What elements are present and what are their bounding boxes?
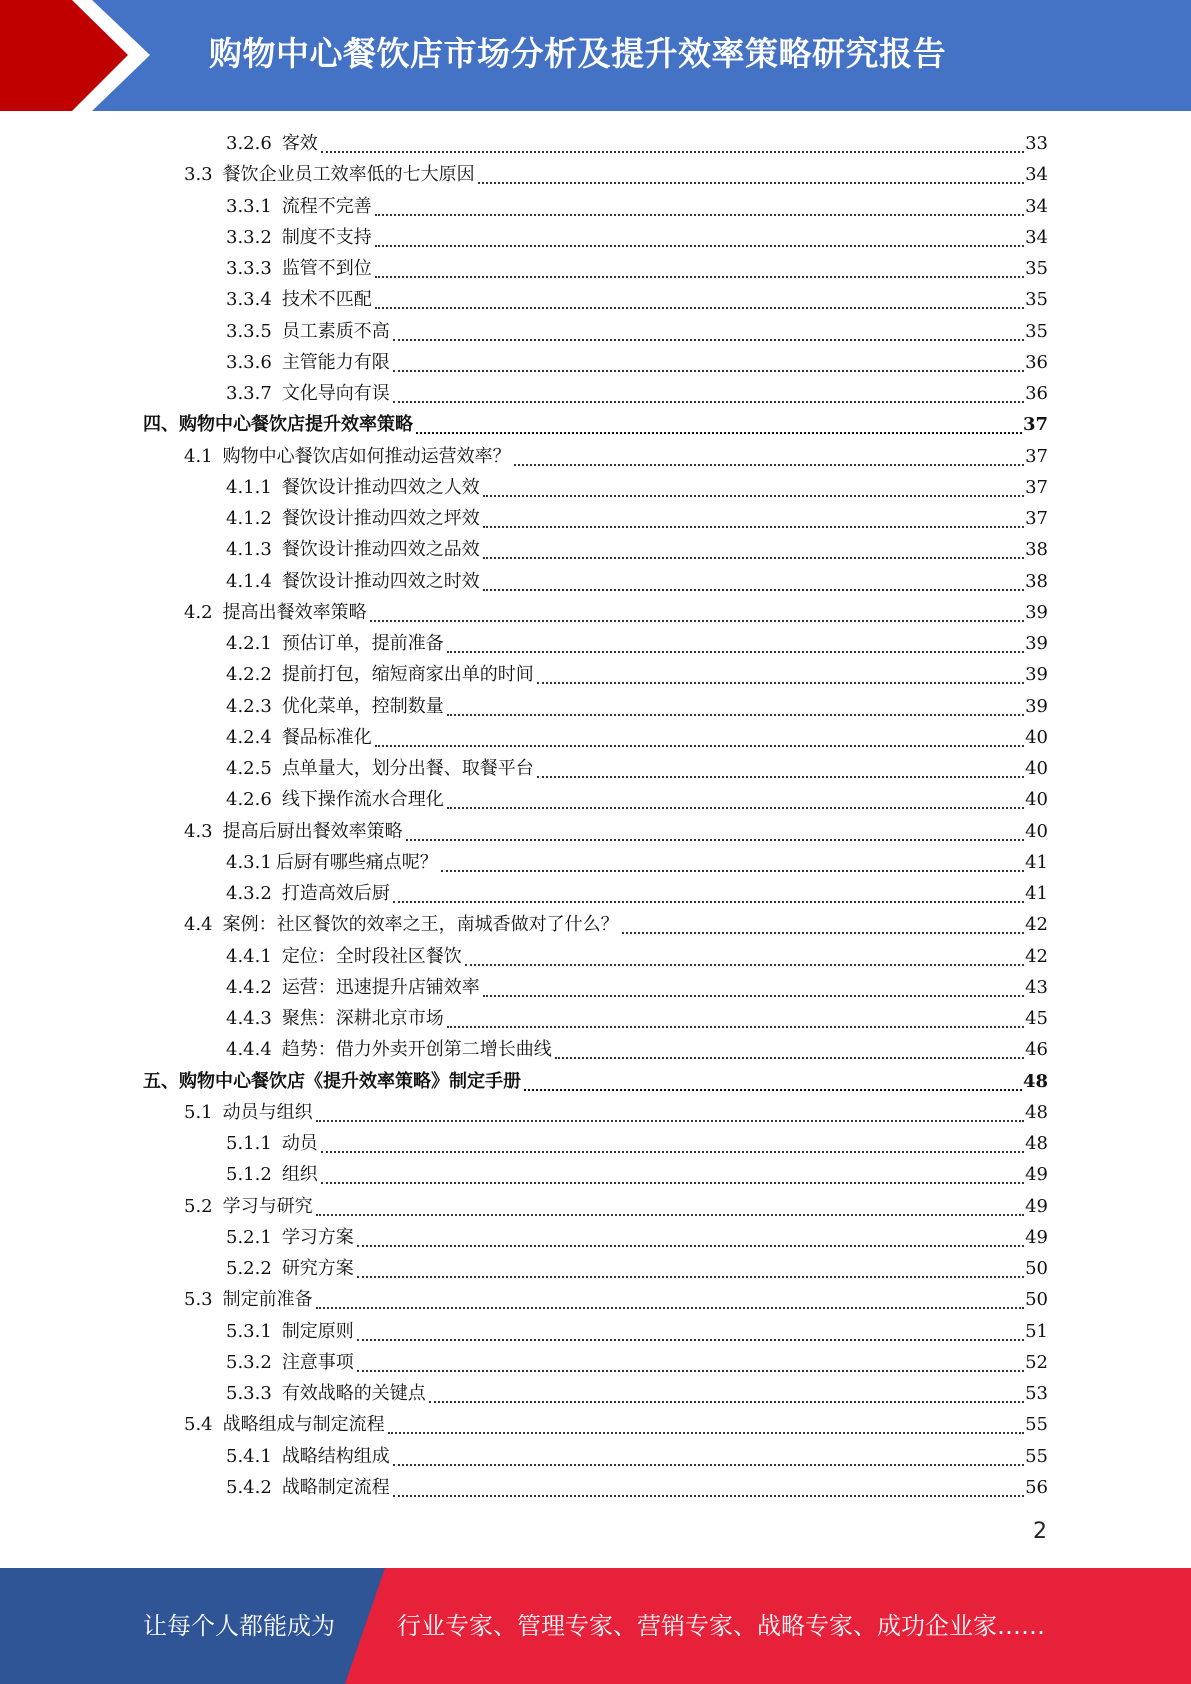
toc-entry[interactable] — [226, 691, 1048, 722]
toc-entry-title: 战略制定流程 — [281, 1477, 390, 1498]
toc-entry-title: 餐饮设计推动四效之品效 — [281, 539, 480, 560]
toc-entry-number: 4.2.5 — [226, 758, 272, 779]
toc-entry-title: 学习与研究 — [222, 1196, 313, 1217]
toc-dot-leader — [483, 557, 1024, 559]
toc-entry-title: 提前打包，缩短商家出单的时间 — [281, 664, 534, 685]
toc-entry[interactable] — [226, 972, 1048, 1003]
toc-entry-page: 34 — [1025, 164, 1048, 185]
toc-entry-title: 点单量大，划分出餐、取餐平台 — [281, 758, 534, 779]
toc-dot-leader — [555, 1057, 1024, 1059]
toc-dot-leader — [316, 1120, 1024, 1122]
toc-entry[interactable] — [226, 878, 1048, 909]
toc-entry-title: 制定前准备 — [222, 1289, 313, 1310]
toc-dot-leader — [447, 807, 1024, 809]
toc-entry-title: 研究方案 — [281, 1258, 354, 1279]
toc-entry-page: 48 — [1025, 1102, 1048, 1123]
toc-dot-leader — [393, 1495, 1024, 1497]
toc-entry[interactable] — [184, 1409, 1048, 1440]
toc-dot-leader — [321, 1182, 1024, 1184]
toc-entry-title: 提高后厨出餐效率策略 — [222, 821, 403, 842]
toc-entry-number: 4.1.1 — [226, 477, 272, 498]
toc-entry-page: 37 — [1025, 477, 1048, 498]
toc-entry[interactable] — [226, 1222, 1048, 1253]
toc-dot-leader — [483, 995, 1024, 997]
toc-entry-number: 5.4.1 — [226, 1446, 272, 1467]
toc-entry-page: 49 — [1025, 1227, 1048, 1248]
toc-dot-leader — [321, 151, 1024, 153]
toc-entry[interactable] — [226, 284, 1048, 315]
toc-entry-number: 5.3 — [184, 1289, 213, 1310]
toc-entry-title: 流程不完善 — [281, 196, 372, 217]
toc-entry[interactable] — [184, 597, 1048, 628]
toc-dot-leader — [537, 776, 1024, 778]
toc-entry-title: 运营：迅速提升店铺效率 — [281, 977, 480, 998]
toc-entry[interactable] — [226, 378, 1048, 409]
toc-entry-page: 42 — [1025, 914, 1048, 935]
toc-dot-leader — [478, 182, 1024, 184]
toc-entry-title: 注意事项 — [281, 1352, 354, 1373]
toc-entry-number: 5.1 — [184, 1102, 213, 1123]
toc-entry-number: 4.4.3 — [226, 1008, 272, 1029]
toc-dot-leader — [483, 526, 1024, 528]
toc-entry-title: 战略结构组成 — [281, 1446, 390, 1467]
toc-entry-title: 组织 — [281, 1164, 318, 1185]
toc-entry-page: 56 — [1025, 1477, 1048, 1498]
toc-entry-page: 34 — [1025, 196, 1048, 217]
toc-entry-page: 40 — [1025, 821, 1048, 842]
toc-entry-number: 5.3.2 — [226, 1352, 272, 1373]
header-chevron-decoration — [0, 0, 150, 111]
toc-entry-number: 5.3.1 — [226, 1321, 272, 1342]
toc-entry-page: 48 — [1022, 1071, 1048, 1092]
toc-entry-title: 案例：社区餐饮的效率之王，南城香做对了什么？ — [222, 914, 619, 935]
toc-entry-title: 四、购物中心餐饮店提升效率策略 — [143, 414, 413, 435]
toc-entry[interactable] — [226, 347, 1048, 378]
toc-entry[interactable] — [226, 1378, 1048, 1409]
toc-dot-leader — [622, 932, 1024, 934]
toc-entry-page: 34 — [1025, 227, 1048, 248]
toc-entry-page: 33 — [1025, 133, 1048, 154]
toc-entry-number: 3.3.5 — [226, 321, 272, 342]
toc-entry-title: 五、购物中心餐饮店《提升效率策略》制定手册 — [143, 1071, 521, 1092]
toc-entry-page: 38 — [1025, 571, 1048, 592]
toc-dot-leader — [483, 495, 1024, 497]
toc-entry-page: 39 — [1025, 664, 1048, 685]
toc-entry-number: 5.1.1 — [226, 1133, 272, 1154]
toc-entry-page: 35 — [1025, 321, 1048, 342]
toc-entry-title: 主管能力有限 — [281, 352, 390, 373]
toc-entry-number: 4.2.4 — [226, 727, 272, 748]
toc-entry-page: 53 — [1025, 1383, 1048, 1404]
toc-entry[interactable] — [226, 1003, 1048, 1034]
toc-dot-leader — [537, 682, 1024, 684]
toc-dot-leader — [406, 839, 1024, 841]
toc-entry-number: 4.1.4 — [226, 571, 272, 592]
toc-dot-leader — [393, 370, 1024, 372]
toc-entry-page: 41 — [1025, 852, 1048, 873]
toc-entry-page: 50 — [1025, 1289, 1048, 1310]
toc-entry[interactable] — [184, 1284, 1048, 1315]
toc-entry[interactable] — [226, 753, 1048, 784]
toc-dot-leader — [321, 1151, 1024, 1153]
toc-entry-number: 4.4.4 — [226, 1039, 272, 1060]
toc-entry-title: 监管不到位 — [281, 258, 372, 279]
footer-band — [0, 1568, 1191, 1684]
toc-entry-page: 51 — [1025, 1321, 1048, 1342]
toc-entry-number: 3.3.6 — [226, 352, 272, 373]
toc-dot-leader — [393, 401, 1024, 403]
toc-entry-title: 餐饮企业员工效率低的七大原因 — [222, 164, 475, 185]
toc-entry[interactable] — [226, 534, 1048, 565]
toc-entry[interactable] — [184, 909, 1048, 940]
toc-dot-leader — [465, 964, 1024, 966]
toc-dot-leader — [524, 1089, 1022, 1091]
toc-dot-leader — [375, 745, 1024, 747]
toc-entry-number: 4.4 — [184, 914, 213, 935]
toc-entry-title: 聚焦：深耕北京市场 — [281, 1008, 444, 1029]
toc-entry-number: 3.3.2 — [226, 227, 272, 248]
toc-dot-leader — [416, 432, 1022, 434]
toc-dot-leader — [375, 276, 1024, 278]
toc-entry-number: 4.2.6 — [226, 789, 272, 810]
toc-dot-leader — [447, 714, 1024, 716]
toc-entry-number: 4.1.3 — [226, 539, 272, 560]
toc-entry[interactable] — [226, 222, 1048, 253]
toc-entry-page: 42 — [1025, 946, 1048, 967]
toc-entry-number: 4.2.1 — [226, 633, 272, 654]
toc-entry-number: 4.4.2 — [226, 977, 272, 998]
toc-entry-title: 学习方案 — [281, 1227, 354, 1248]
toc-entry-page: 35 — [1025, 258, 1048, 279]
toc-dot-leader — [514, 464, 1024, 466]
toc-entry[interactable] — [226, 847, 1048, 878]
toc-entry-page: 37 — [1025, 508, 1048, 529]
toc-entry-page: 52 — [1025, 1352, 1048, 1373]
toc-entry-number: 5.2 — [184, 1196, 213, 1217]
toc-entry[interactable] — [226, 1159, 1048, 1190]
toc-entry-title: 趋势：借力外卖开创第二增长曲线 — [281, 1039, 552, 1060]
toc-entry-title: 制度不支持 — [281, 227, 372, 248]
toc-entry[interactable] — [226, 472, 1048, 503]
toc-entry[interactable] — [226, 1441, 1048, 1472]
toc-entry-number: 3.3.7 — [226, 383, 272, 404]
toc-entry-page: 43 — [1025, 977, 1048, 998]
toc-entry-number: 4.1.2 — [226, 508, 272, 529]
toc-entry-title: 餐品标准化 — [281, 727, 372, 748]
toc-entry-title: 定位：全时段社区餐饮 — [281, 946, 462, 967]
toc-dot-leader — [429, 1401, 1024, 1403]
toc-entry-number: 3.3.4 — [226, 289, 272, 310]
toc-entry-page: 49 — [1025, 1164, 1048, 1185]
toc-entry-page: 55 — [1025, 1414, 1048, 1435]
toc-entry-title: 文化导向有误 — [281, 383, 390, 404]
toc-entry-number: 4.3 — [184, 821, 213, 842]
toc-entry[interactable] — [226, 316, 1048, 347]
toc-entry-page: 45 — [1025, 1008, 1048, 1029]
toc-entry-number: 3.3.3 — [226, 258, 272, 279]
toc-entry-title: 打造高效后厨 — [281, 883, 390, 904]
toc-entry-title: 优化菜单，控制数量 — [281, 696, 444, 717]
toc-entry-number: 5.2.2 — [226, 1258, 272, 1279]
toc-entry-title: 有效战略的关键点 — [281, 1383, 426, 1404]
toc-entry-title: 餐饮设计推动四效之人效 — [281, 477, 480, 498]
toc-entry[interactable] — [184, 1097, 1048, 1128]
toc-entry-number: 3.2.6 — [226, 133, 272, 154]
toc-entry[interactable] — [143, 409, 1048, 440]
toc-entry-page: 48 — [1025, 1133, 1048, 1154]
toc-entry[interactable] — [226, 191, 1048, 222]
toc-entry-title: 餐饮设计推动四效之坪效 — [281, 508, 480, 529]
toc-entry-page: 40 — [1025, 727, 1048, 748]
toc-entry-title: 技术不匹配 — [281, 289, 372, 310]
toc-entry[interactable] — [226, 253, 1048, 284]
toc-entry[interactable] — [184, 816, 1048, 847]
toc-entry[interactable] — [226, 1128, 1048, 1159]
toc-entry-page: 37 — [1022, 414, 1048, 435]
toc-entry-number: 5.4 — [184, 1414, 213, 1435]
document-title: 购物中心餐饮店市场分析及提升效率策略研究报告 — [209, 34, 946, 73]
toc-entry[interactable] — [226, 503, 1048, 534]
toc-dot-leader — [357, 1245, 1024, 1247]
toc-entry-title: 动员与组织 — [222, 1102, 313, 1123]
toc-entry-page: 36 — [1025, 352, 1048, 373]
toc-entry-page: 35 — [1025, 289, 1048, 310]
toc-entry-page: 46 — [1025, 1039, 1048, 1060]
toc-dot-leader — [393, 901, 1024, 903]
toc-entry[interactable] — [226, 1253, 1048, 1284]
toc-entry-number: 4.2.2 — [226, 664, 272, 685]
toc-dot-leader — [441, 870, 1024, 872]
toc-entry-page: 40 — [1025, 758, 1048, 779]
toc-entry-title: 餐饮设计推动四效之时效 — [281, 571, 480, 592]
toc-entry[interactable] — [226, 628, 1048, 659]
toc-entry-page: 38 — [1025, 539, 1048, 560]
toc-entry-page: 39 — [1025, 602, 1048, 623]
toc-entry-number: 4.3.1 — [226, 852, 272, 873]
toc-dot-leader — [393, 1464, 1024, 1466]
toc-entry-page: 37 — [1025, 446, 1048, 467]
toc-entry-page: 50 — [1025, 1258, 1048, 1279]
toc-entry-page: 55 — [1025, 1446, 1048, 1467]
toc-dot-leader — [375, 245, 1024, 247]
toc-entry[interactable] — [226, 1034, 1048, 1065]
toc-entry-title: 战略组成与制定流程 — [222, 1414, 385, 1435]
toc-entry-page: 49 — [1025, 1196, 1048, 1217]
toc-entry[interactable] — [226, 1472, 1048, 1503]
toc-entry-number: 5.3.3 — [226, 1383, 272, 1404]
toc-dot-leader — [357, 1276, 1024, 1278]
toc-entry[interactable] — [226, 659, 1048, 690]
toc-dot-leader — [316, 1214, 1024, 1216]
toc-entry[interactable] — [226, 1347, 1048, 1378]
toc-entry-number: 4.3.2 — [226, 883, 272, 904]
toc-dot-leader — [388, 1432, 1024, 1434]
toc-entry-title: 客效 — [281, 133, 318, 154]
toc-entry-title: 购物中心餐饮店如何推动运营效率？ — [222, 446, 511, 467]
toc-entry[interactable] — [184, 441, 1048, 472]
toc-dot-leader — [393, 339, 1024, 341]
toc-entry-title: 线下操作流水合理化 — [281, 789, 444, 810]
toc-dot-leader — [375, 214, 1024, 216]
toc-entry[interactable] — [226, 941, 1048, 972]
toc-entry[interactable] — [226, 128, 1048, 159]
footer-slogan-left: 让每个人都能成为 — [143, 1612, 335, 1640]
toc-entry-number: 4.4.1 — [226, 946, 272, 967]
toc-entry[interactable] — [226, 722, 1048, 753]
toc-entry-page: 40 — [1025, 789, 1048, 810]
toc-entry-number: 5.4.2 — [226, 1477, 272, 1498]
toc-dot-leader — [375, 307, 1024, 309]
toc-dot-leader — [370, 620, 1024, 622]
page-number: 2 — [1033, 1519, 1047, 1544]
toc-entry-title: 制定原则 — [281, 1321, 354, 1342]
toc-entry-page: 36 — [1025, 383, 1048, 404]
footer-slogan-right: 行业专家、管理专家、营销专家、战略专家、成功企业家…… — [397, 1612, 1045, 1640]
toc-entry-number: 4.1 — [184, 446, 213, 467]
toc-entry-title: 员工素质不高 — [281, 321, 390, 342]
toc-dot-leader — [483, 589, 1024, 591]
toc-entry[interactable] — [184, 159, 1048, 190]
toc-entry-number: 4.2 — [184, 602, 213, 623]
toc-entry-title: 提高出餐效率策略 — [222, 602, 367, 623]
toc-entry[interactable] — [143, 1066, 1048, 1097]
toc-entry-number: 5.1.2 — [226, 1164, 272, 1185]
toc-entry-title: 动员 — [281, 1133, 318, 1154]
toc-entry-page: 39 — [1025, 633, 1048, 654]
toc-dot-leader — [357, 1370, 1024, 1372]
toc-entry-title: 后厨有哪些痛点呢？ — [275, 852, 438, 873]
toc-entry-number: 5.2.1 — [226, 1227, 272, 1248]
toc-dot-leader — [316, 1307, 1024, 1309]
toc-entry-number: 4.2.3 — [226, 696, 272, 717]
toc-dot-leader — [447, 1026, 1024, 1028]
toc-entry-number: 3.3 — [184, 164, 213, 185]
toc-dot-leader — [357, 1339, 1024, 1341]
toc-entry[interactable] — [226, 784, 1048, 815]
toc-entry-page: 39 — [1025, 696, 1048, 717]
header-band — [0, 0, 1191, 111]
toc-entry[interactable] — [226, 1316, 1048, 1347]
toc-entry[interactable] — [226, 566, 1048, 597]
toc-entry-number: 3.3.1 — [226, 196, 272, 217]
toc-dot-leader — [447, 651, 1024, 653]
toc-entry-page: 41 — [1025, 883, 1048, 904]
toc-entry[interactable] — [184, 1191, 1048, 1222]
toc-entry-title: 预估订单，提前准备 — [281, 633, 444, 654]
